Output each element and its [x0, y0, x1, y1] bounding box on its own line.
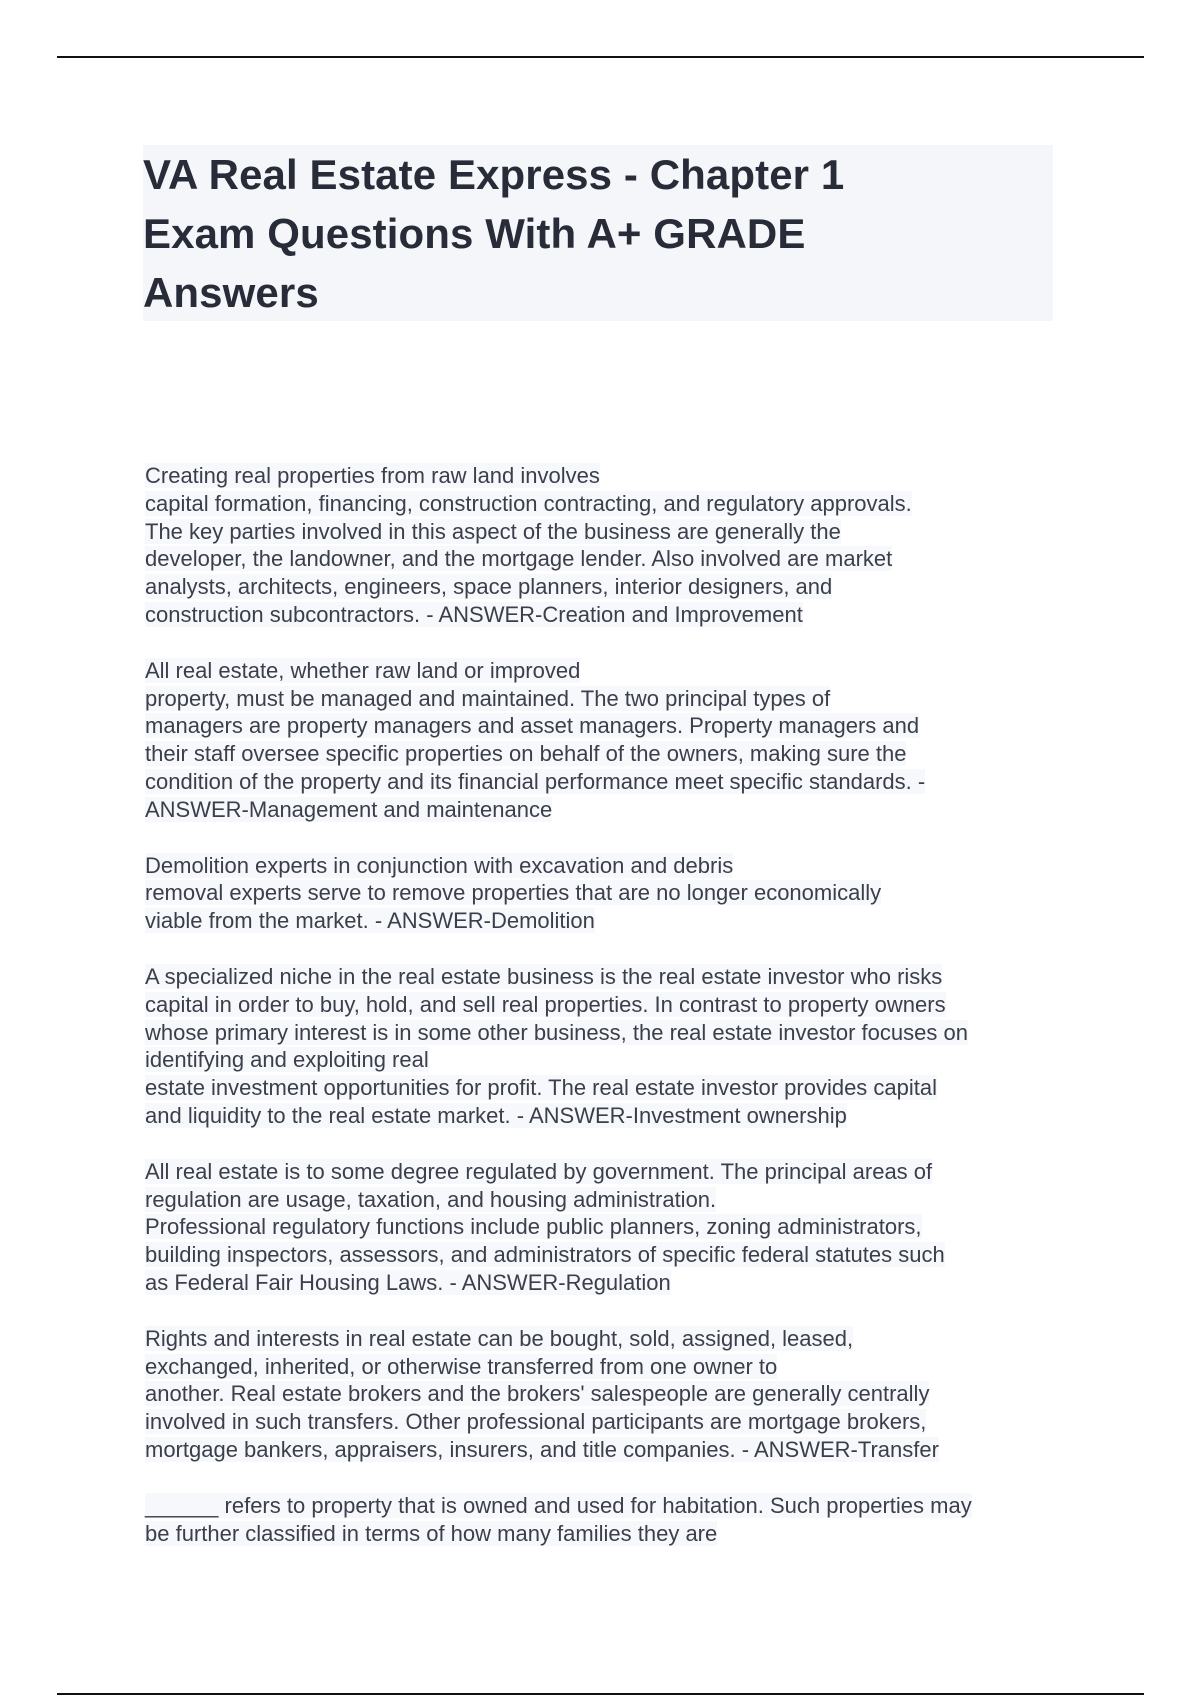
qa-entry-management [145, 657, 1065, 824]
text-line: ______ refers to property that is owned and used for habitation. Such properties may [145, 1492, 972, 1518]
text-line: Rights and interests in real estate can be bought, sold, assigned, leased, [145, 1325, 854, 1351]
title-block [143, 145, 1053, 321]
text-line: All real estate is to some degree regulated by government. The principal areas of [145, 1158, 933, 1184]
text-line: exchanged, inherited, or otherwise transferred from one owner to [145, 1353, 778, 1379]
qa-entry-demolition [145, 852, 1065, 935]
top-rule [57, 56, 1144, 58]
text-line: analysts, architects, engineers, space planners, interior designers, and [145, 574, 833, 600]
title-line: Answers [143, 269, 319, 316]
text-line: construction subcontractors. - ANSWER-Creation and Improvement [145, 601, 803, 627]
text-line: capital in order to buy, hold, and sell real properties. In contrast to property owners [145, 991, 946, 1017]
bottom-rule [57, 1693, 1144, 1695]
text-line: be further classified in terms of how many families they are [145, 1520, 718, 1546]
text-line: The key parties involved in this aspect of the business are generally the [145, 518, 841, 544]
text-line: another. Real estate brokers and the brokers' salespeople are generally centrally [145, 1381, 930, 1407]
qa-entry-creation [145, 462, 1065, 629]
text-line: capital formation, financing, construction contracting, and regulatory approvals. [145, 490, 912, 516]
text-line: managers are property managers and asset managers. Property managers and [145, 713, 920, 739]
text-line: A specialized niche in the real estate business is the real estate investor who risks [145, 963, 943, 989]
text-line: and liquidity to the real estate market. - ANSWER-Investment ownership [145, 1102, 847, 1128]
text-line: mortgage bankers, appraisers, insurers, and title companies. - ANSWER-Transfer [145, 1436, 939, 1462]
qa-entry-regulation [145, 1158, 1065, 1297]
text-line: property, must be managed and maintained. The two principal types of [145, 685, 831, 711]
qa-entry-residential [145, 1492, 1065, 1548]
text-line: regulation are usage, taxation, and housing administration. [145, 1186, 717, 1212]
text-line: whose primary interest is in some other business, the real estate investor focuses on [145, 1019, 968, 1045]
text-line: estate investment opportunities for profit. The real estate investor provides capital [145, 1075, 938, 1101]
text-line: condition of the property and its financial performance meet specific standards. - [145, 768, 926, 794]
text-line: viable from the market. - ANSWER-Demolition [145, 908, 595, 934]
text-line: as Federal Fair Housing Laws. - ANSWER-Regulation [145, 1269, 671, 1295]
title-line: VA Real Estate Express - Chapter 1 [143, 151, 845, 198]
page-title [143, 145, 1053, 322]
text-line: Creating real properties from raw land involves [145, 463, 600, 488]
text-line: removal experts serve to remove properties that are no longer economically [145, 880, 882, 906]
text-line: identifying and exploiting real [145, 1047, 429, 1073]
text-line: developer, the landowner, and the mortgage lender. Also involved are market [145, 546, 893, 572]
qa-entry-investment [145, 963, 1065, 1130]
qa-entry-transfer [145, 1325, 1065, 1464]
text-line: ANSWER-Management and maintenance [145, 796, 553, 822]
text-line: their staff oversee specific properties on behalf of the owners, making sure the [145, 741, 907, 767]
text-line: building inspectors, assessors, and administrators of specific federal statutes such [145, 1242, 945, 1268]
text-line: Professional regulatory functions include public planners, zoning administrators, [145, 1214, 922, 1240]
text-line: Demolition experts in conjunction with excavation and debris [145, 852, 734, 878]
qa-list [145, 462, 1065, 1575]
text-line: involved in such transfers. Other professional participants are mortgage brokers, [145, 1409, 927, 1435]
title-line: Exam Questions With A+ GRADE [143, 210, 806, 257]
text-line: All real estate, whether raw land or improved [145, 657, 581, 683]
